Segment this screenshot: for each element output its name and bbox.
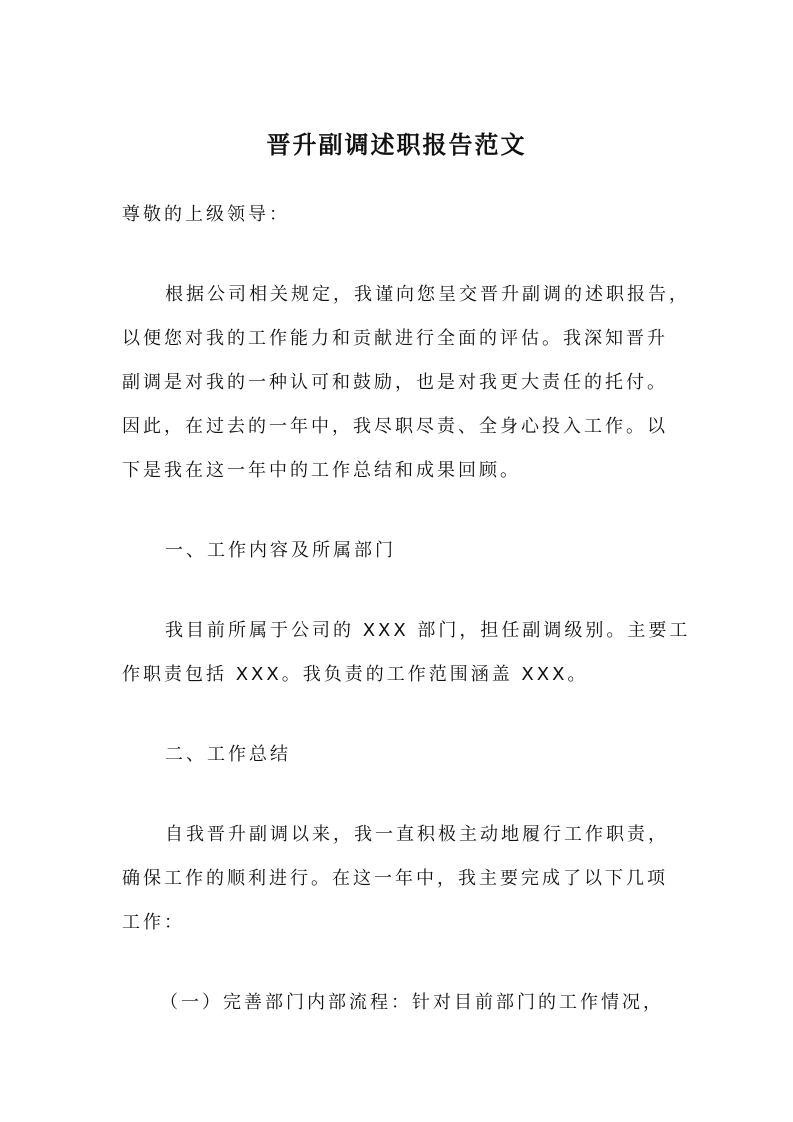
section1-line-2: 作职责包括 XXX。我负责的工作范围涵盖 XXX。 [122,664,589,685]
item-line-1: （一）完善部门内部流程：针对目前部门的工作情况， [160,992,664,1013]
intro-line-2: 以便您对我的工作能力和贡献进行全面的评估。我深知晋升 [122,328,668,349]
section2-line-1: 自我晋升副调以来，我一直积极主动地履行工作职责， [165,824,669,845]
intro-line-1: 根据公司相关规定，我谨向您呈交晋升副调的述职报告， [165,284,690,305]
document-title: 晋升副调述职报告范文 [266,130,527,159]
intro-line-3: 副调是对我的一种认可和鼓励，也是对我更大责任的托付。 [122,372,668,393]
section-heading-1: 一、工作内容及所属部门 [165,540,396,561]
section2-line-2: 确保工作的顺利进行。在这一年中，我主要完成了以下几项 [122,868,668,889]
salutation: 尊敬的上级领导： [122,204,290,225]
section1-line-1: 我目前所属于公司的 XXX 部门，担任副调级别。主要工 [165,620,691,641]
section-heading-2: 二、工作总结 [165,744,291,765]
section2-line-3: 工作： [122,912,185,933]
intro-line-5: 下是我在这一年中的工作总结和成果回顾。 [122,460,521,481]
intro-line-4: 因此，在过去的一年中，我尽职尽责、全身心投入工作。以 [122,416,668,437]
